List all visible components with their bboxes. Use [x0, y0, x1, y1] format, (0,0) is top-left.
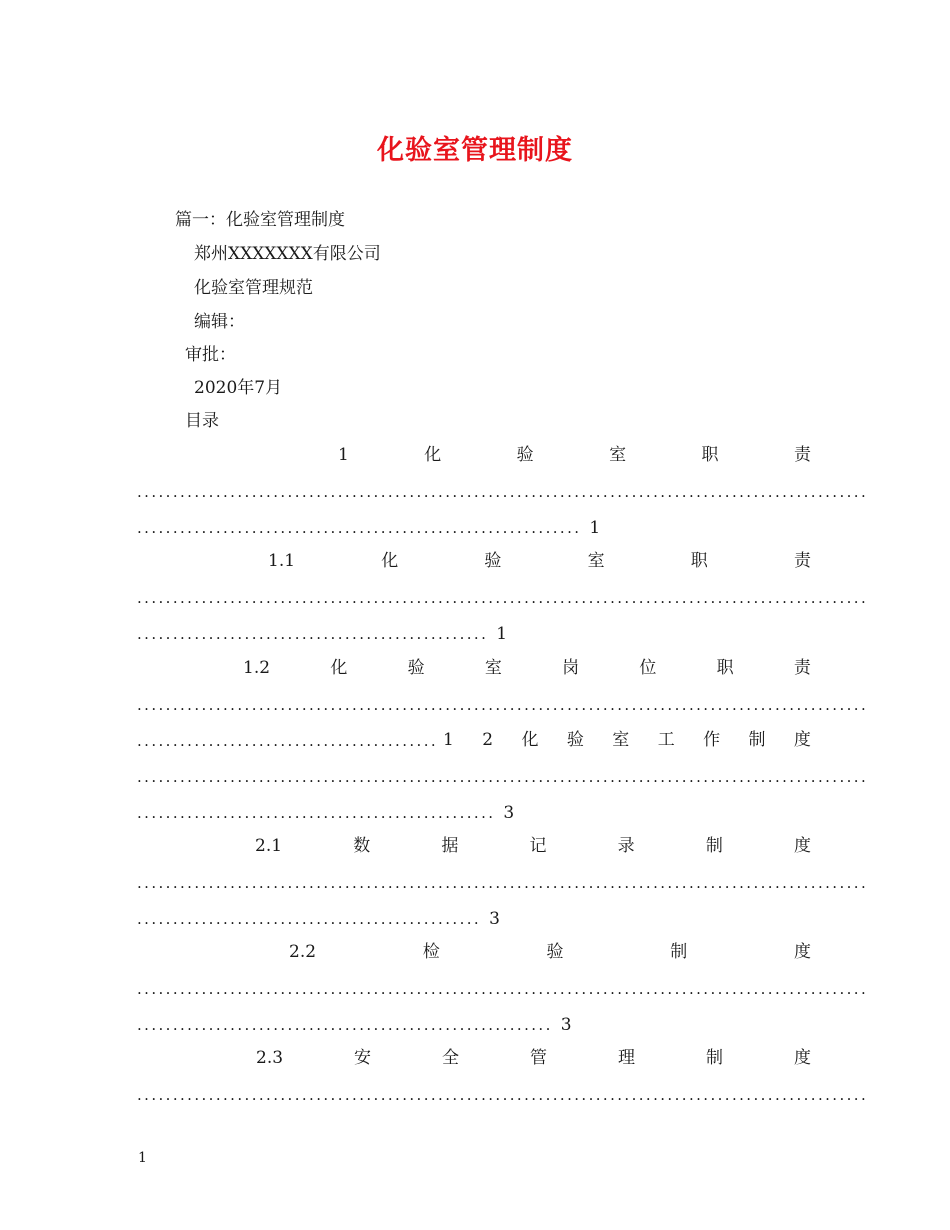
header-line-editor: 编辑： [194, 312, 245, 332]
toc-dot-leader: ...................................................................................................... [137, 768, 869, 786]
toc-char: 验 [407, 658, 425, 678]
toc-page-number: 1 [496, 624, 508, 644]
toc-char: 度 [793, 730, 811, 750]
toc-page-number: 3 [503, 803, 515, 823]
toc-char: 岗 [562, 658, 580, 678]
toc-char: 安 [354, 1048, 372, 1068]
toc-dot-leader-end: .......................................................... 3 [137, 1015, 572, 1035]
toc-entry-2-1 [255, 835, 811, 857]
toc-entry-number: 1.2 [243, 658, 271, 678]
toc-char: 责 [793, 551, 811, 571]
toc-char: 化 [424, 445, 442, 465]
toc-entry-number: 1 [443, 730, 454, 750]
toc-dot-leader-end: .............................................................. 1 [137, 518, 601, 538]
header-line-section: 篇一：化验室管理制度 [175, 210, 345, 230]
toc-char: 职 [701, 445, 719, 465]
toc-char: 验 [516, 445, 534, 465]
toc-char: 管 [530, 1048, 547, 1068]
toc-heading: 目录 [185, 411, 219, 431]
toc-dot-leader: .......................................... [137, 732, 439, 750]
header-line-spec: 化验室管理规范 [194, 278, 313, 298]
toc-char: 室 [609, 445, 627, 465]
toc-dot-leader-end: .................................................. 3 [137, 803, 515, 823]
toc-char: 验 [546, 942, 564, 962]
toc-dot-leader: ...................................................................................................... [137, 980, 869, 998]
toc-char: 责 [793, 658, 811, 678]
header-line-company: 郑州XXXXXXX有限公司 [194, 244, 381, 264]
toc-page-number: 1 [589, 518, 601, 538]
toc-page-number: 3 [560, 1015, 572, 1035]
toc-char: 制 [670, 942, 688, 962]
toc-char: 检 [422, 942, 440, 962]
toc-char: 制 [705, 1048, 723, 1068]
toc-char: 验 [566, 730, 584, 750]
toc-dot-leader: ...................................................................................................... [137, 696, 869, 714]
toc-char: 室 [587, 551, 605, 571]
toc-entry-number: 2.1 [255, 836, 283, 856]
toc-char: 化 [381, 551, 399, 571]
toc-dot-leader-end: ................................................. 1 [137, 624, 508, 644]
toc-char: 室 [612, 730, 630, 750]
toc-dot-leader: ...................................................................................................... [137, 874, 869, 892]
toc-entry-2-2 [289, 941, 811, 963]
toc-entry-number: 2.2 [289, 942, 317, 962]
toc-char: 制 [705, 836, 723, 856]
toc-char: 记 [529, 836, 547, 856]
toc-char: 据 [441, 836, 459, 856]
toc-dot-leader: ...................................................................................................... [137, 589, 869, 607]
document-title: 化验室管理制度 [377, 135, 573, 166]
toc-char: 作 [703, 730, 721, 750]
toc-char: 职 [716, 658, 734, 678]
toc-entry-number: 1 [338, 445, 349, 465]
toc-char: 制 [748, 730, 766, 750]
toc-entry-number: 2.3 [256, 1048, 284, 1068]
toc-char: 化 [330, 658, 348, 678]
toc-entry-1 [338, 444, 811, 466]
toc-entry-1-1 [268, 550, 811, 572]
toc-dot-leader-end: ................................................ 3 [137, 909, 500, 929]
toc-page-number: 3 [489, 909, 500, 929]
toc-entry-number: 1.1 [268, 551, 296, 571]
toc-dot-leader: ...................................................................................................... [137, 1086, 869, 1104]
toc-char: 验 [484, 551, 502, 571]
toc-entry-1-2 [243, 657, 811, 679]
toc-entry-2-3 [256, 1047, 811, 1069]
toc-char: 度 [793, 942, 811, 962]
toc-char: 责 [793, 445, 811, 465]
toc-entry-2 [443, 729, 811, 751]
toc-char: 工 [657, 730, 675, 750]
header-line-date: 2020年7月 [194, 378, 283, 398]
toc-char: 2 [482, 730, 494, 750]
toc-char: 全 [442, 1048, 460, 1068]
header-line-approval: 审批： [185, 345, 236, 365]
toc-char: 化 [521, 730, 539, 750]
toc-char: 数 [353, 836, 371, 856]
toc-char: 位 [639, 658, 657, 678]
toc-char: 度 [793, 836, 811, 856]
toc-char: 录 [617, 836, 635, 856]
toc-char: 度 [793, 1048, 811, 1068]
toc-char: 理 [617, 1048, 635, 1068]
toc-dot-leader: ...................................................................................................... [137, 483, 869, 501]
toc-char: 室 [484, 658, 502, 678]
toc-char: 职 [690, 551, 708, 571]
page-number-footer: 1 [138, 1150, 147, 1166]
